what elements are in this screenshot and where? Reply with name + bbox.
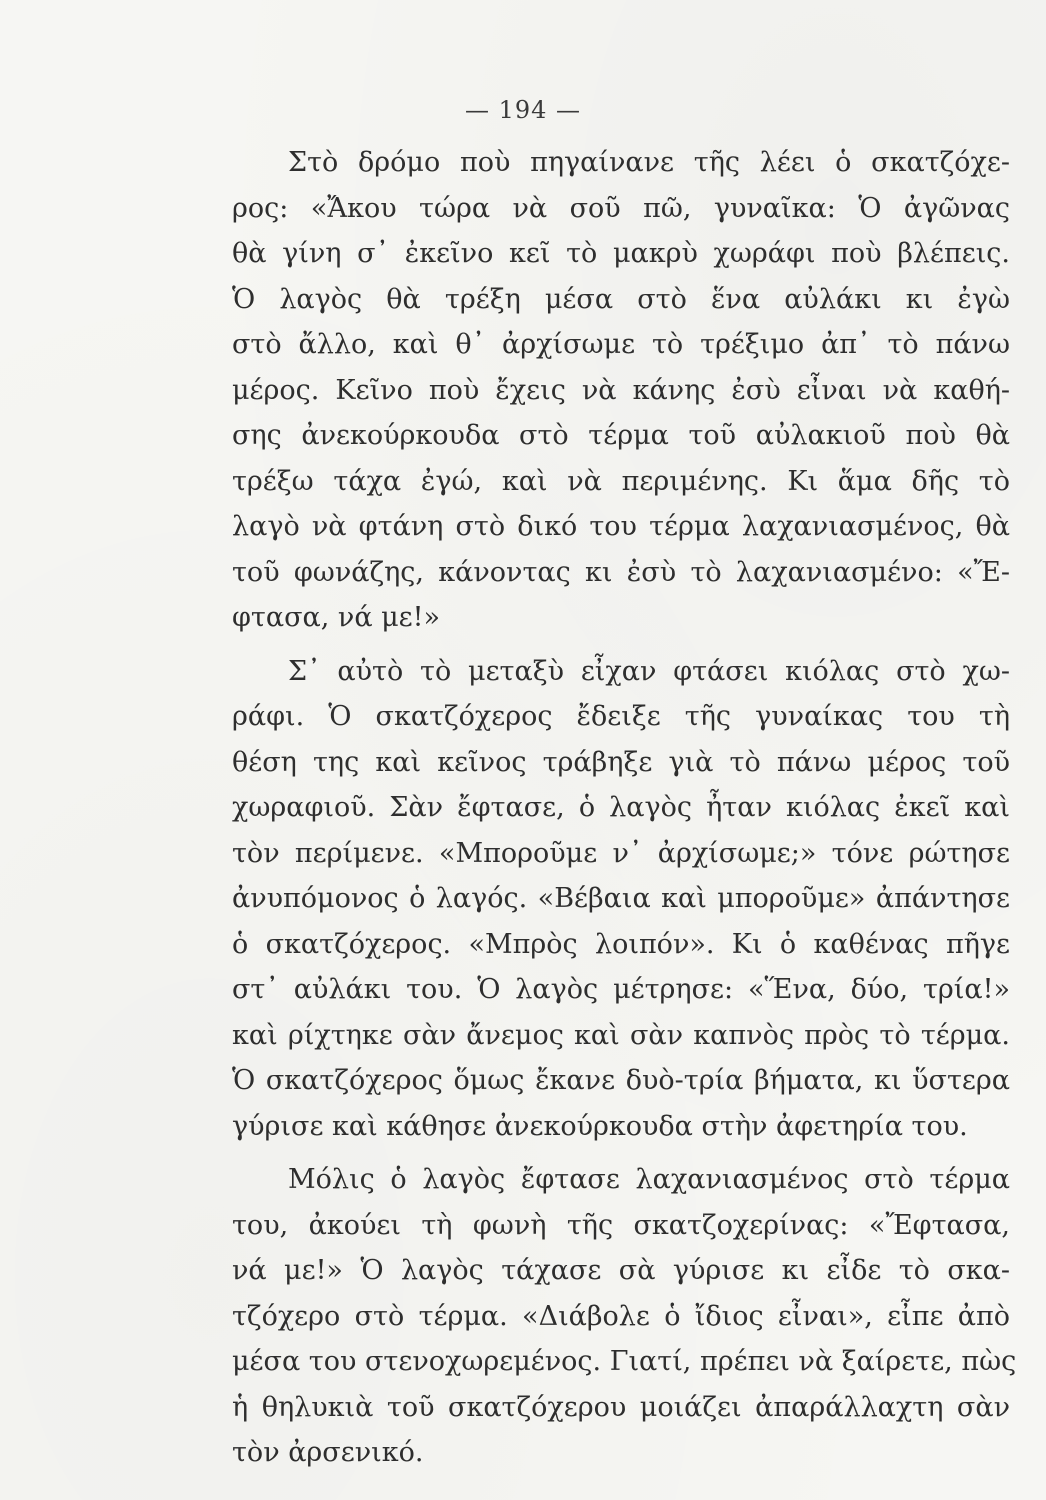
paragraph-spacer bbox=[232, 1149, 1010, 1157]
text-line: χωραφιοῦ. Σὰν ἔφτασε, ὁ λαγὸς ἦταν κιόλας ἐκεῖ καὶ bbox=[232, 792, 1010, 823]
paragraph bbox=[232, 649, 1010, 1150]
text-line: στὸ ἄλλο, καὶ θ᾿ ἀρχίσωμε τὸ τρέξιμο ἀπ᾿ τὸ πάνω bbox=[232, 329, 1010, 360]
text-line: στ᾿ αὐλάκι του. Ὁ λαγὸς μέτρησε: «Ἕνα, δύο, τρία!» bbox=[232, 974, 1010, 1005]
body-text bbox=[232, 140, 1017, 1476]
text-line: ἡ θηλυκιὰ τοῦ σκατζόχερου μοιάζει ἀπαράλλαχτη σὰν bbox=[232, 1391, 1010, 1423]
text-line: Σ᾿ αὐτὸ τὸ μεταξὺ εἶχαν φτάσει κιόλας στὸ χω- bbox=[288, 655, 1010, 687]
text-line: φτασα, νά με!» bbox=[232, 602, 441, 633]
paragraph bbox=[232, 1157, 1017, 1476]
text-line: ρος: «Ἄκου τώρα νὰ σοῦ πῶ, γυναῖκα: Ὁ ἀγῶνας bbox=[232, 192, 1010, 224]
text-line: μέσα του στενοχωρεμένος. Γιατί, πρέπει νὰ ξαίρετε, πὼς bbox=[232, 1346, 1017, 1377]
text-line: Μόλις ὁ λαγὸς ἔφτασε λαχανιασμένος στὸ τέρμα bbox=[288, 1164, 1010, 1195]
text-line: τοῦ φωνάζης, κάνοντας κι ἐσὺ τὸ λαχανιασμένο: «Ἔ- bbox=[232, 556, 1010, 588]
text-line: Στὸ δρόμο ποὺ πηγαίνανε τῆς λέει ὁ σκατζόχε- bbox=[288, 147, 1010, 178]
text-line: του, ἀκούει τὴ φωνὴ τῆς σκατζοχερίνας: «Ἔφτασα, bbox=[232, 1209, 1010, 1241]
text-line: ράφι. Ὁ σκατζόχερος ἔδειξε τῆς γυναίκας του τὴ bbox=[232, 701, 1010, 732]
text-line: μέρος. Κεῖνο ποὺ ἔχεις νὰ κάνης ἐσὺ εἶναι νὰ καθή- bbox=[232, 374, 1010, 406]
text-line: τζόχερο στὸ τέρμα. «Διάβολε ὁ ἴδιος εἶναι», εἶπε ἀπὸ bbox=[232, 1300, 1010, 1332]
paragraph bbox=[232, 140, 1010, 641]
text-line: ὁ σκατζόχερος. «Μπρὸς λοιπόν». Κι ὁ καθένας πῆγε bbox=[232, 928, 1010, 960]
text-line: Ὁ λαγὸς θὰ τρέξη μέσα στὸ ἕνα αὐλάκι κι ἐγὼ bbox=[232, 283, 1010, 315]
text-line: Ὁ σκατζόχερος ὅμως ἔκανε δυὸ-τρία βήματα, κι ὕστερα bbox=[232, 1065, 1010, 1096]
paragraph-spacer bbox=[232, 641, 1010, 649]
text-line: τὸν περίμενε. «Μποροῦμε ν᾿ ἀρχίσωμε;» τόνε ρώτησε bbox=[232, 837, 1010, 869]
text-line: λαγὸ νὰ φτάνη στὸ δικό του τέρμα λαχανιασμένος, θὰ bbox=[232, 511, 1010, 542]
page-number: — 194 — bbox=[464, 96, 582, 124]
text-line: γύρισε καὶ κάθησε ἀνεκούρκουδα στὴν ἀφετηρία του. bbox=[232, 1110, 968, 1142]
text-line: σης ἀνεκούρκουδα στὸ τέρμα τοῦ αὐλακιοῦ ποὺ θὰ bbox=[232, 420, 1010, 451]
text-line: θὰ γίνη σ᾿ ἐκεῖνο κεῖ τὸ μακρὺ χωράφι ποὺ βλέπεις. bbox=[232, 238, 1010, 269]
text-line: θέση της καὶ κεῖνος τράβηξε γιὰ τὸ πάνω μέρος τοῦ bbox=[232, 746, 1010, 778]
text-line: καὶ ρίχτηκε σὰν ἄνεμος καὶ σὰν καπνὸς πρὸς τὸ τέρμα. bbox=[232, 1019, 1010, 1051]
text-line: νά με!» Ὁ λαγὸς τάχασε σὰ γύρισε κι εἶδε τὸ σκα- bbox=[232, 1255, 1010, 1286]
text-line: τὸν ἀρσενικό. bbox=[232, 1437, 424, 1468]
text-line: ἀνυπόμονος ὁ λαγός. «Βέβαια καὶ μποροῦμε» ἀπάντησε bbox=[232, 883, 1010, 914]
text-line: τρέξω τάχα ἐγώ, καὶ νὰ περιμένης. Κι ἅμα δῆς τὸ bbox=[232, 465, 1010, 497]
